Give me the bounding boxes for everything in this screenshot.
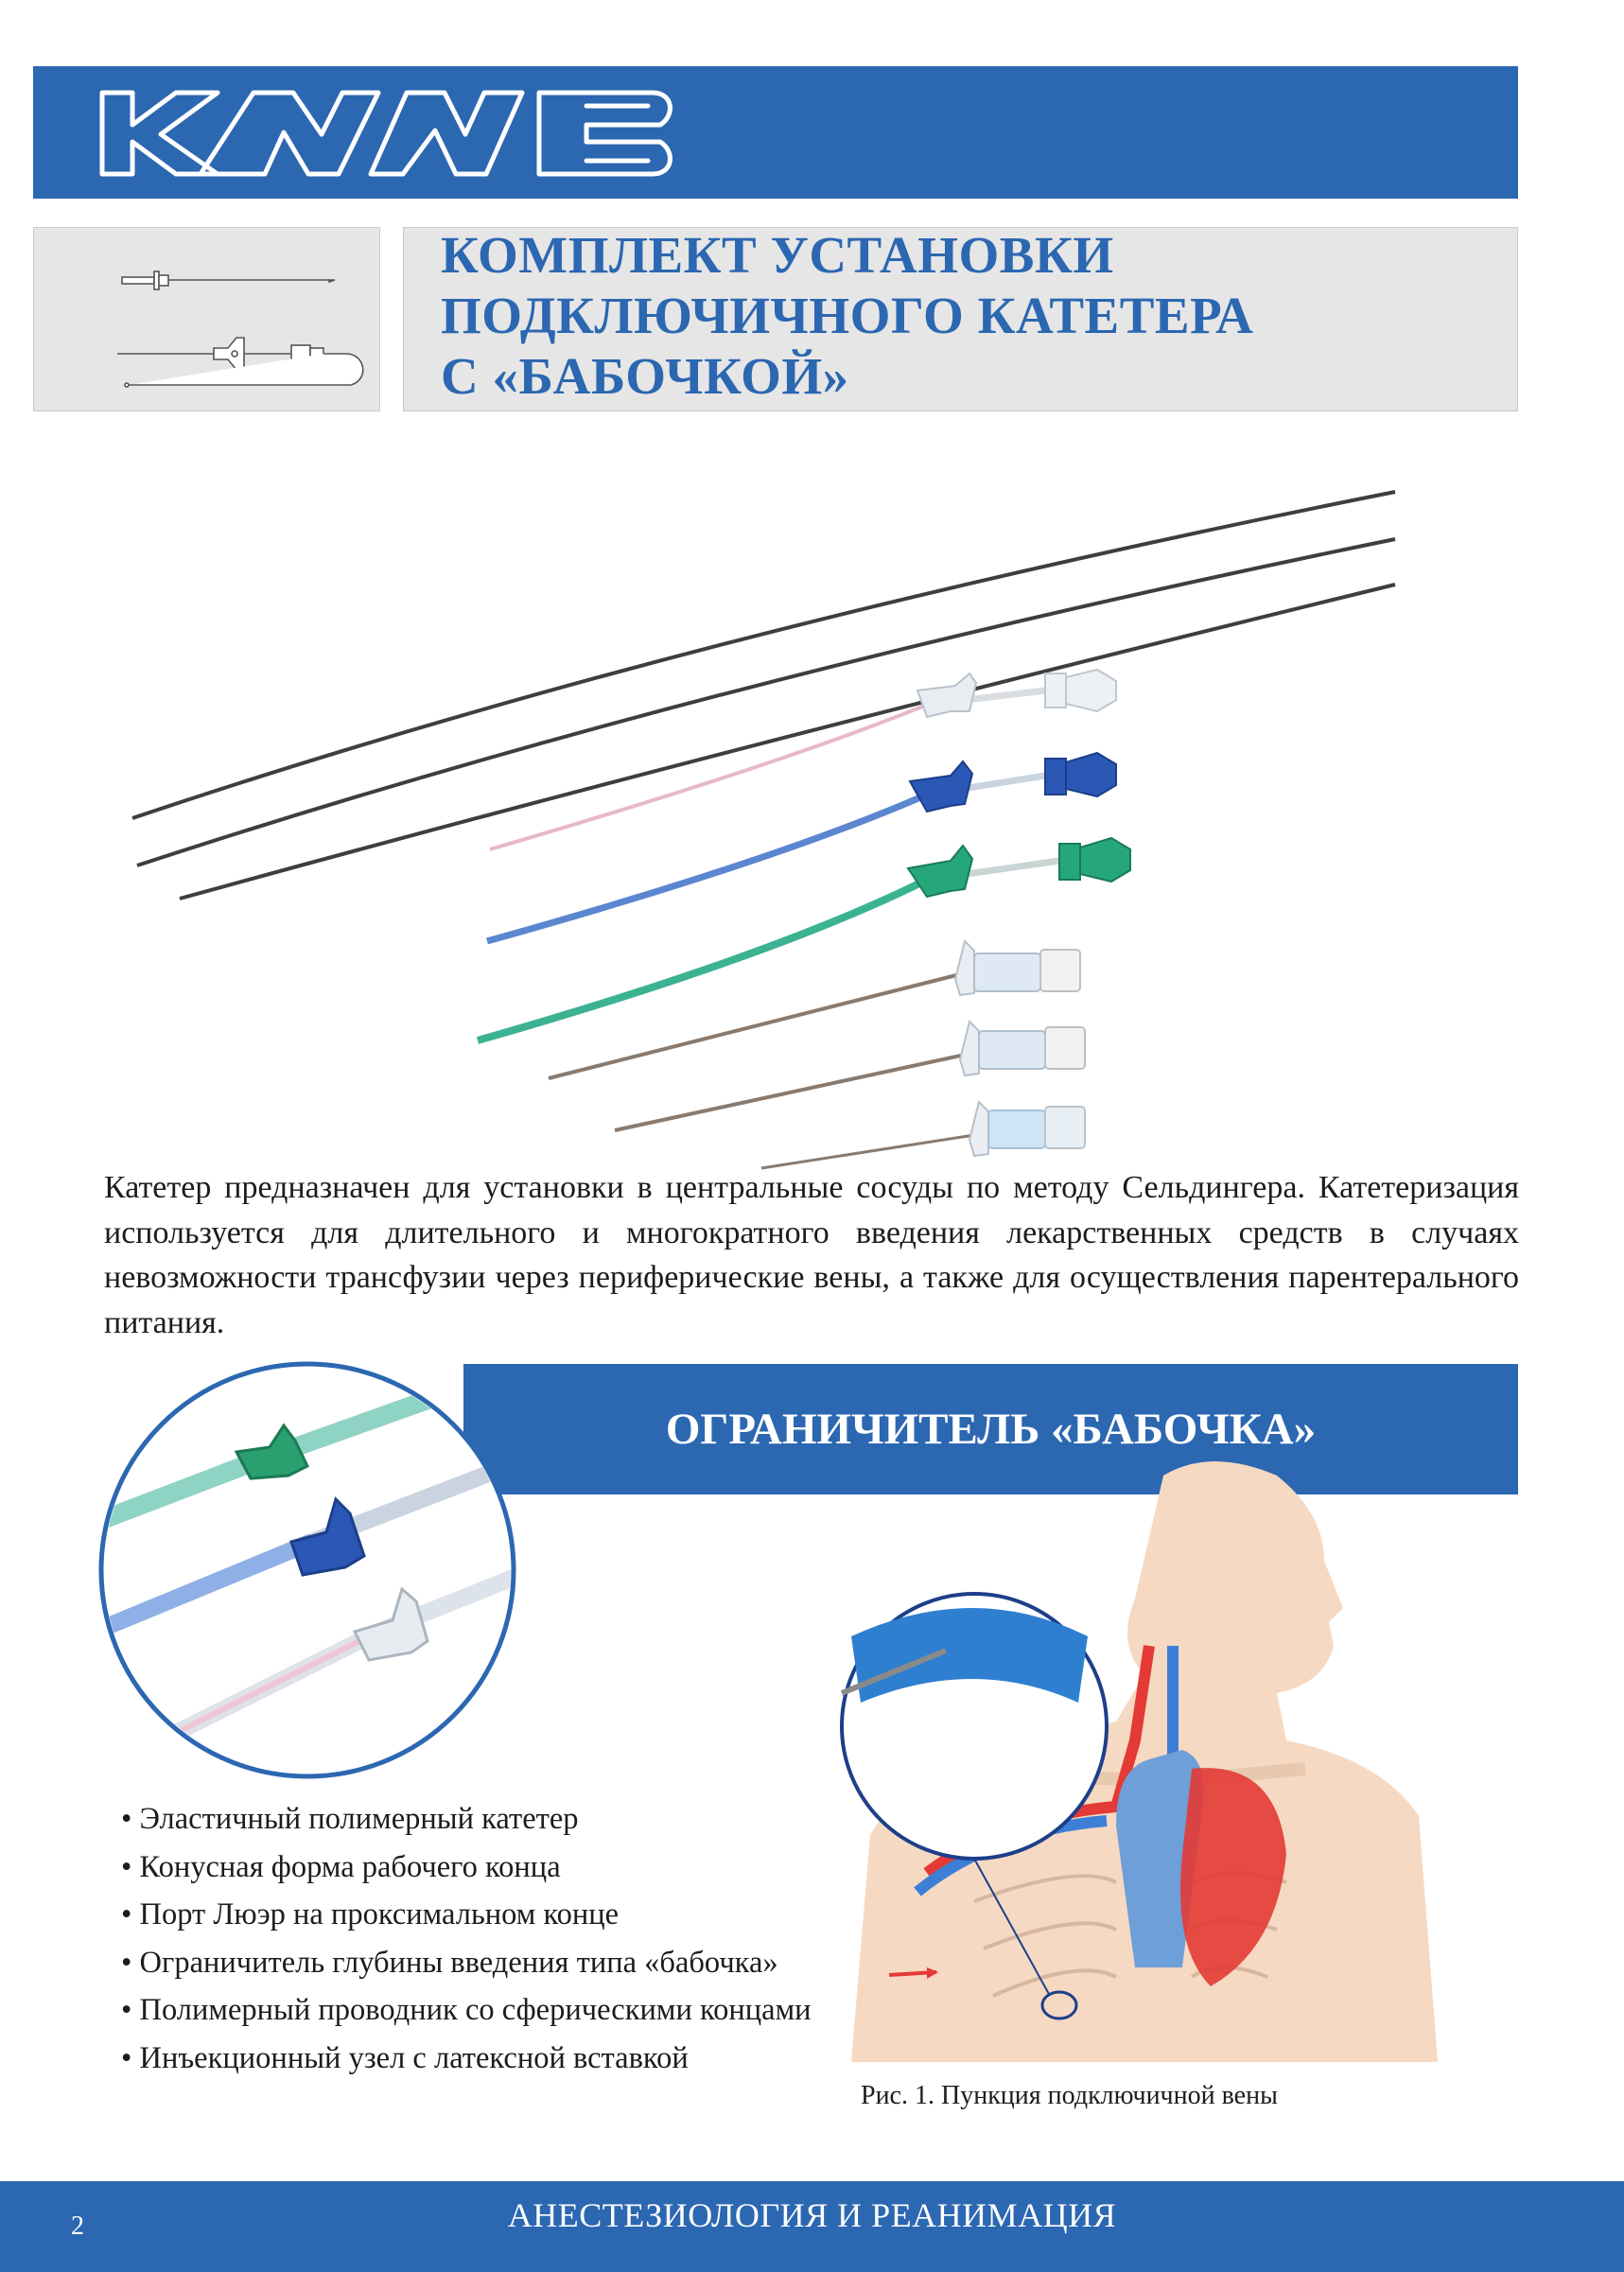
guidewire-1	[132, 492, 1395, 818]
feature-item: • Порт Люэр на проксимальном конце	[121, 1891, 897, 1939]
title-line-3: С «БАБОЧКОЙ»	[441, 347, 849, 405]
needle-3	[761, 1135, 974, 1168]
feature-item: • Ограничитель глубины введения типа «бабочка»	[121, 1939, 897, 1987]
guidewire-2	[137, 539, 1395, 865]
catheter-green	[478, 880, 927, 1040]
feature-list	[121, 1795, 897, 2082]
section-title: ОГРАНИЧИТЕЛЬ «БАБОЧКА»	[665, 1405, 1317, 1454]
catheter-blue	[487, 795, 927, 941]
product-photo	[114, 463, 1419, 1220]
feature-item: • Полимерный проводник со сферическими концами	[121, 1986, 897, 2035]
needle-1	[549, 974, 960, 1078]
brand-name: KAMMED	[385, 144, 391, 145]
needle-2	[615, 1055, 965, 1130]
title-line-2: ПОДКЛЮЧИЧНОГО КАТЕТЕРА	[441, 287, 1254, 344]
page-title	[441, 225, 1481, 407]
catheter-white	[490, 705, 927, 849]
kammed-logo	[95, 87, 681, 180]
feature-item: • Эластичный полимерный катетер	[121, 1795, 897, 1844]
feature-item: • Конусная форма рабочего конца	[121, 1844, 897, 1892]
product-thumbnail	[34, 228, 381, 412]
footer-section-title: АНЕСТЕЗИОЛОГИЯ И РЕАНИМАЦИЯ	[507, 2196, 1117, 2234]
butterfly-zoom-illustration	[95, 1357, 520, 1783]
product-thumbnail-box	[33, 227, 380, 411]
figure-caption: Рис. 1. Пункция подключичной вены	[861, 2081, 1278, 2110]
feature-item: • Инъекционный узел с латексной вставкой	[121, 2035, 897, 2083]
description-paragraph: Катетер предназначен для установки в центральные сосуды по методу Сельдингера. Катетеризация используется для длительного и многократного введения лекарственных средств в случаях невозможности трансфузии через периферические вены, а также для осуществления парентерального питания.	[104, 1170, 1519, 1340]
page-number: 2	[71, 2211, 84, 2241]
title-line-1: КОМПЛЕКТ УСТАНОВКИ	[441, 226, 1114, 284]
subclavian-puncture-illustration	[832, 1457, 1447, 2062]
